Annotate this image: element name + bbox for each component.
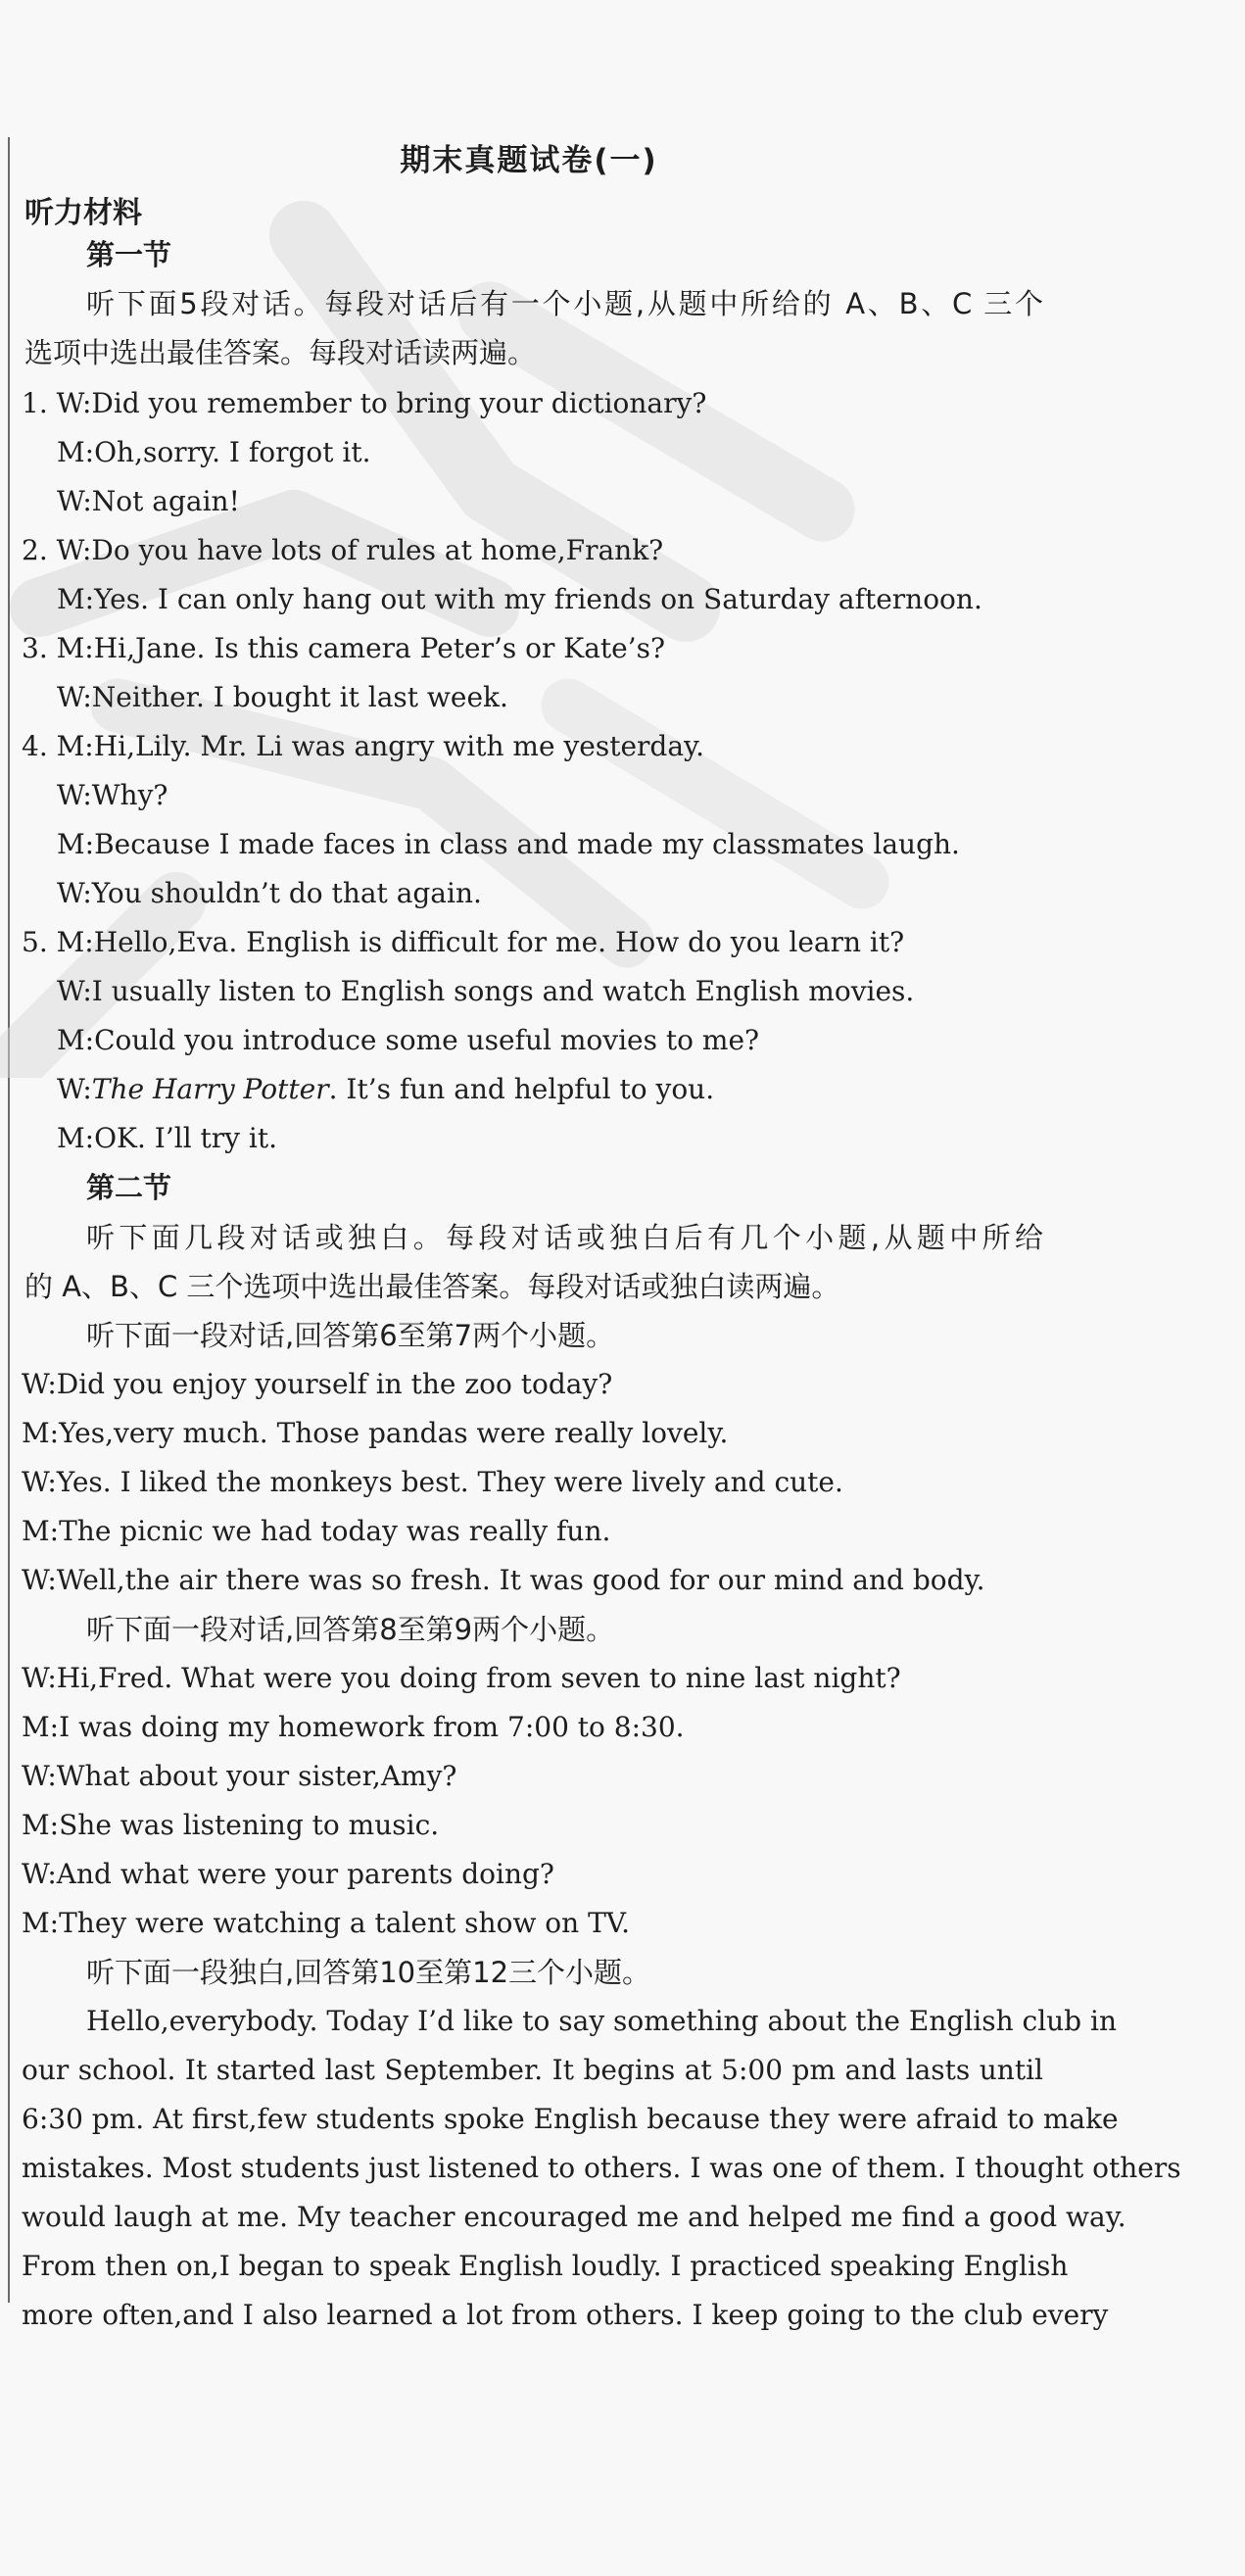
speaker-label: W: — [57, 1073, 92, 1105]
page-title: 期末真题试卷(一) — [400, 143, 658, 178]
dialogue-text: . It’s fun and helpful to you. — [328, 1073, 715, 1105]
monologue-line: more often,and I also learned a lot from others. I keep going to the club every — [22, 2299, 1109, 2331]
dialogue-line: M:Oh,sorry. I forgot it. — [57, 436, 371, 468]
monologue-line: mistakes. Most students just listened to others. I was one of them. I thought others — [22, 2152, 1181, 2184]
monologue-line: From then on,I began to speak English loudly. I practiced speaking English — [22, 2250, 1069, 2282]
part1-intro-line: 选项中选出最佳答案。每段对话读两遍。 — [24, 336, 537, 369]
part2-heading: 第二节 — [86, 1171, 172, 1204]
question-intro: 听下面一段独白,回答第10至第12三个小题。 — [86, 1956, 651, 1989]
dialogue-line: M:The picnic we had today was really fun. — [22, 1515, 611, 1547]
part2-intro-line: 的 A、B、C 三个选项中选出最佳答案。每段对话或独白读两遍。 — [24, 1270, 840, 1303]
dialogue-line: M:Yes. I can only hang out with my friends on Saturday afternoon. — [57, 583, 982, 615]
dialogue-line: 4. M:Hi,Lily. Mr. Li was angry with me yesterday. — [22, 730, 705, 762]
monologue-line: would laugh at me. My teacher encouraged me and helped me find a good way. — [22, 2201, 1126, 2233]
monologue-line: 6:30 pm. At first,few students spoke English because they were afraid to make — [22, 2103, 1119, 2135]
dialogue-line: M:OK. I’ll try it. — [57, 1122, 278, 1154]
dialogue-line: M:Could you introduce some useful movies to me? — [57, 1024, 760, 1056]
dialogue-line: M:Because I made faces in class and made my classmates laugh. — [57, 828, 960, 860]
dialogue-line: W:Did you enjoy yourself in the zoo today? — [22, 1368, 613, 1400]
dialogue-line: W:Well,the air there was so fresh. It was good for our mind and body. — [22, 1564, 985, 1596]
section-heading: 听力材料 — [24, 196, 142, 230]
dialogue-line: 3. M:Hi,Jane. Is this camera Peter’s or Kate’s? — [22, 632, 666, 664]
dialogue-line: M:She was listening to music. — [22, 1809, 440, 1841]
part2-intro-line: 听下面几段对话或独白。每段对话或独白后有几个小题,从题中所给 — [86, 1221, 1043, 1254]
dialogue-line: W:And what were your parents doing? — [22, 1858, 554, 1890]
dialogue-line: 5. M:Hello,Eva. English is difficult for me. How do you learn it? — [22, 926, 905, 958]
dialogue-line: 1. W:Did you remember to bring your dictionary? — [22, 387, 707, 419]
dialogue-line: W:Hi,Fred. What were you doing from seven to nine last night? — [22, 1662, 901, 1694]
part1-heading: 第一节 — [86, 238, 172, 271]
dialogue-line: W:I usually listen to English songs and watch English movies. — [57, 975, 915, 1007]
dialogue-line: M:Yes,very much. Those pandas were really lovely. — [22, 1417, 729, 1449]
monologue-line: our school. It started last September. It begins at 5:00 pm and lasts until — [22, 2054, 1043, 2086]
dialogue-line: M:They were watching a talent show on TV. — [22, 1907, 631, 1939]
dialogue-line: 2. W:Do you have lots of rules at home,Frank? — [22, 534, 664, 566]
dialogue-line: W:What about your sister,Amy? — [22, 1760, 457, 1792]
monologue-line: Hello,everybody. Today I’d like to say something about the English club in — [86, 2005, 1117, 2037]
question-intro: 听下面一段对话,回答第8至第9两个小题。 — [86, 1613, 615, 1646]
part1-intro-line: 听下面5段对话。每段对话后有一个小题,从题中所给的 A、B、C 三个 — [86, 287, 1043, 320]
dialogue-line: M:I was doing my homework from 7:00 to 8:30. — [22, 1711, 685, 1743]
dialogue-line — [57, 1070, 714, 1109]
dialogue-line: W:Yes. I liked the monkeys best. They were lively and cute. — [22, 1466, 843, 1498]
dialogue-line: W:You shouldn’t do that again. — [57, 877, 482, 909]
dialogue-line: W:Why? — [57, 779, 168, 811]
movie-title: The Harry Potter — [91, 1073, 329, 1105]
question-intro: 听下面一段对话,回答第6至第7两个小题。 — [86, 1319, 615, 1352]
left-margin-line — [8, 137, 10, 2303]
dialogue-line: W:Neither. I bought it last week. — [57, 681, 508, 713]
dialogue-line: W:Not again! — [57, 485, 240, 517]
